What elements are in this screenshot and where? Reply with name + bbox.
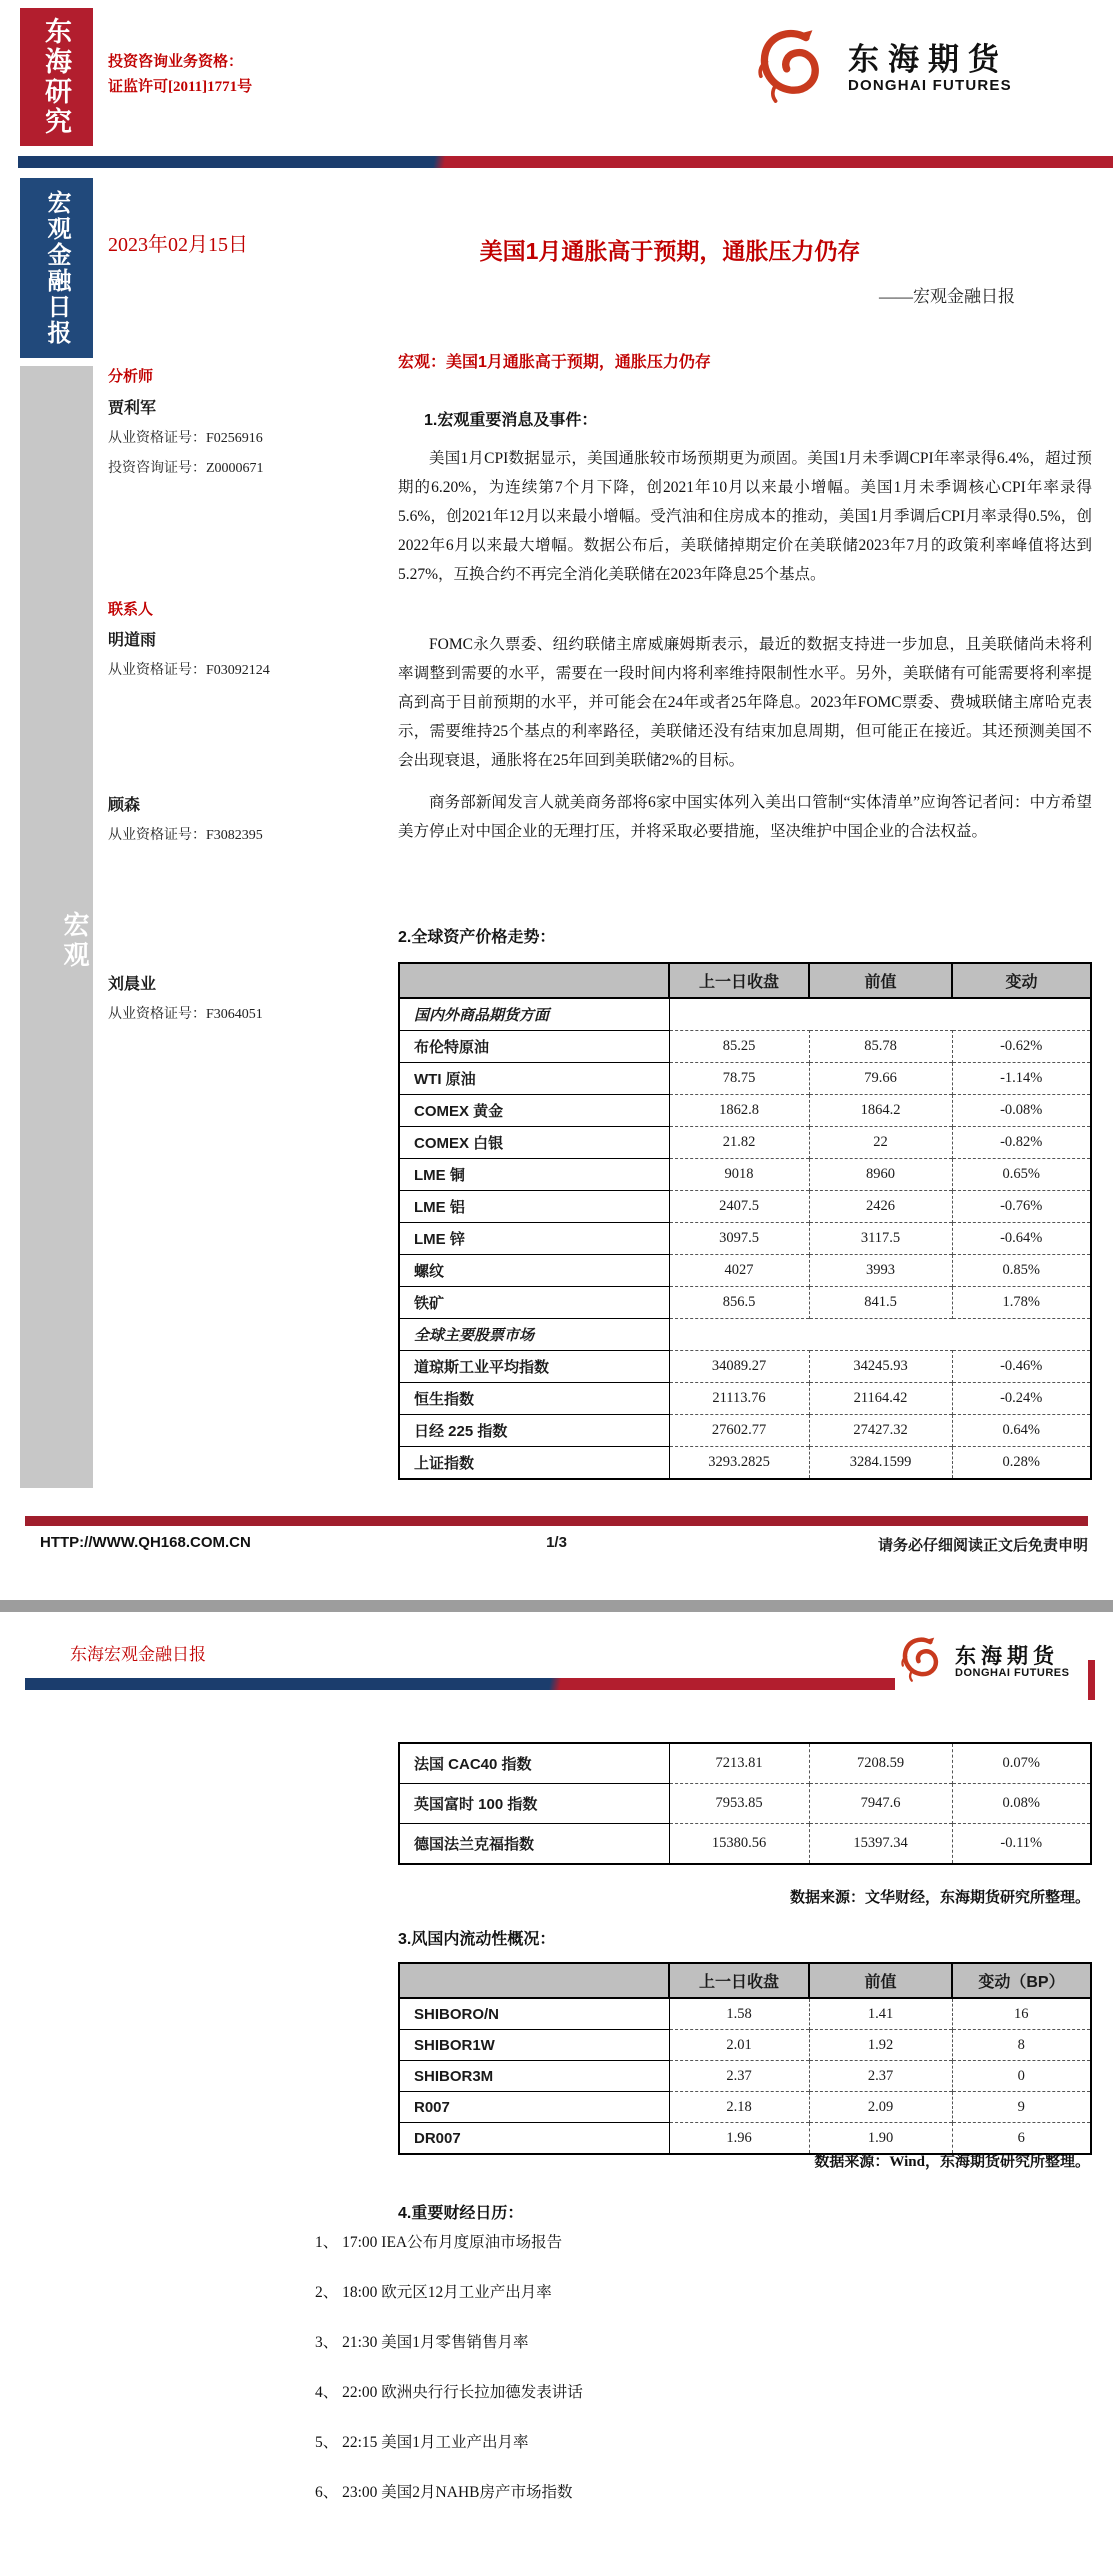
section-4-heading: 4.重要财经日历： bbox=[398, 2205, 524, 2222]
table-value-cell: 0.07% bbox=[1002, 1755, 1040, 1771]
calendar-item: 2、 18:00 欧元区12月工业产出月率 bbox=[315, 2284, 552, 2301]
category-sidebar-block bbox=[20, 366, 93, 1488]
table-label-cell: 恒生指数 bbox=[399, 1383, 669, 1415]
calendar-item: 1、 17:00 IEA公布月度原油市场报告 bbox=[315, 2234, 563, 2251]
analyst-name: 贾利军 bbox=[108, 400, 157, 417]
logo-cn-text: 东海期货 bbox=[955, 1643, 1059, 1668]
company-logo-small bbox=[895, 1626, 1087, 1698]
table-value-cell: 0 bbox=[952, 2061, 1091, 2092]
page2-header-title: 东海宏观金融日报 bbox=[70, 1645, 206, 1664]
table-value-cell: 1.92 bbox=[809, 2030, 952, 2061]
table-row bbox=[399, 2061, 1091, 2092]
contact-name-3: 刘晨业 bbox=[108, 976, 157, 993]
table-value-cell: 1.41 bbox=[809, 1998, 952, 2030]
table-value-cell: 2407.5 bbox=[669, 1191, 809, 1223]
table-label-cell: 道琼斯工业平均指数 bbox=[399, 1351, 669, 1383]
table-label-cell: 法国 CAC40 指数 bbox=[399, 1743, 669, 1784]
table-row bbox=[399, 1383, 1091, 1415]
header-cell-change-bp: 变动（BP） bbox=[952, 1963, 1091, 1998]
table-value-cell: 0.65% bbox=[952, 1159, 1091, 1191]
header-cell-prev-close: 上一日收盘 bbox=[669, 1963, 809, 1998]
footer-disclaimer: 请务必仔细阅读正文后免责申明 bbox=[877, 1537, 1088, 1554]
table-value-cell: 6 bbox=[952, 2123, 1091, 2155]
section-heading-macro: 宏观：美国1月通胀高于预期，通胀压力仍存 bbox=[398, 354, 711, 371]
table-value-cell: 8 bbox=[952, 2030, 1091, 2061]
table-label-cell: R007 bbox=[399, 2092, 669, 2123]
table-value-cell: 78.75 bbox=[669, 1063, 809, 1095]
qualification-line2: 证监许可[2011]1771号 bbox=[108, 79, 253, 95]
table-value-cell: -1.14% bbox=[952, 1063, 1091, 1095]
table-value-cell: -0.08% bbox=[952, 1095, 1091, 1127]
table-value-cell: 2.18 bbox=[669, 2092, 809, 2123]
table-row bbox=[399, 1255, 1091, 1287]
table-label-cell: 日经 225 指数 bbox=[399, 1415, 669, 1447]
table-row bbox=[399, 1063, 1091, 1095]
table-value-cell: 2.37 bbox=[669, 2061, 809, 2092]
section-1-heading: 1.宏观重要消息及事件： bbox=[424, 412, 598, 429]
table-label-cell: SHIBOR3M bbox=[399, 2061, 669, 2092]
report-title: 美国1月通胀高于预期，通胀压力仍存 bbox=[479, 238, 861, 264]
table-value-cell: 7208.59 bbox=[809, 1743, 952, 1784]
table-value-cell: 1.90 bbox=[809, 2123, 952, 2155]
table-value-cell: -0.11% bbox=[952, 1824, 1091, 1865]
table-row bbox=[399, 1415, 1091, 1447]
analyst-cert: 从业资格证号：F0256916 bbox=[108, 431, 263, 446]
table-row bbox=[399, 1287, 1091, 1319]
dragon-logo-icon bbox=[748, 21, 840, 118]
table-value-cell: 2.09 bbox=[809, 2092, 952, 2123]
table-value-cell: 4027 bbox=[669, 1255, 809, 1287]
table-row bbox=[399, 1319, 1091, 1351]
research-brand-block bbox=[20, 8, 93, 146]
table-value-cell: 22 bbox=[809, 1127, 952, 1159]
table-value-cell: -0.46% bbox=[952, 1351, 1091, 1383]
table-label-cell: SHIBOR1W bbox=[399, 2030, 669, 2061]
section-3-heading: 3.风国内流动性概况： bbox=[398, 1931, 556, 1948]
contact-name-1: 明道雨 bbox=[108, 632, 157, 649]
table-value-cell: 21113.76 bbox=[669, 1383, 809, 1415]
table-row bbox=[399, 1095, 1091, 1127]
table-label-cell: COMEX 白银 bbox=[399, 1127, 669, 1159]
table-section-cell bbox=[399, 1319, 669, 1351]
logo-en-text: DONGHAI FUTURES bbox=[848, 76, 1012, 94]
table-value-cell: 27427.32 bbox=[809, 1415, 952, 1447]
page-number: 1/3 bbox=[546, 1534, 567, 1551]
header-divider-bar bbox=[18, 156, 1113, 168]
table-value-cell: 21164.42 bbox=[809, 1383, 952, 1415]
table-row bbox=[399, 1127, 1091, 1159]
table-value-cell: 1862.8 bbox=[669, 1095, 809, 1127]
calendar-item: 3、 21:30 美国1月零售销售月率 bbox=[315, 2334, 529, 2351]
table-value-cell: 7953.85 bbox=[669, 1784, 809, 1824]
paragraph-fomc: FOMC永久票委、纽约联储主席威廉姆斯表示，最近的数据支持进一步加息，且美联储尚未将利率调整到需要的水平，需要在一段时间内将利率维持限制性水平。另外，美联储有可能需要将利率提高到高于目前预期的水平，并可能会在24年或者25年降息。2023年FOMC票委、费城联储主席哈克表示，需要维持25个基点的利率路径，美联储还没有结束加息周期，但可能正在接近。其还预测美国不会出现衰退，通胀将在25年回到美联储2%的目标。 bbox=[398, 636, 1092, 769]
table-value-cell: 15380.56 bbox=[669, 1824, 809, 1865]
header-cell-change: 变动 bbox=[952, 963, 1091, 998]
calendar-item: 5、 22:15 美国1月工业产出月率 bbox=[315, 2434, 529, 2451]
table-header-row bbox=[399, 1963, 1091, 1998]
table-label-cell: SHIBORO/N bbox=[399, 1998, 669, 2030]
table-row bbox=[399, 1159, 1091, 1191]
company-logo bbox=[748, 20, 1028, 118]
table-row bbox=[399, 2030, 1091, 2061]
table-value-cell: 2.37 bbox=[809, 2061, 952, 2092]
contact-cert-3: 从业资格证号：F3064051 bbox=[108, 1007, 263, 1022]
table-empty-cell bbox=[669, 998, 1091, 1031]
table-label-cell: 英国富时 100 指数 bbox=[399, 1784, 669, 1824]
asset-table-body bbox=[399, 998, 1091, 1479]
table-row bbox=[399, 1447, 1091, 1480]
table-value-cell: 9 bbox=[952, 2092, 1091, 2123]
table-value-cell: 15397.34 bbox=[809, 1824, 952, 1865]
table-section-label: 全球主要股票市场 bbox=[414, 1327, 535, 1344]
report-date: 2023年02月15日 bbox=[108, 234, 248, 256]
qualification-line1: 投资咨询业务资格： bbox=[108, 54, 244, 70]
header-cell-prior: 前值 bbox=[809, 963, 952, 998]
table-label-cell: 德国法兰克福指数 bbox=[399, 1824, 669, 1865]
table-value-cell: 1.78% bbox=[952, 1287, 1091, 1319]
asset-table-header bbox=[399, 963, 1091, 998]
table-row bbox=[399, 1223, 1091, 1255]
data-source-note-1: 数据来源：文华财经，东海期货研究所整理。 bbox=[789, 1890, 1090, 1906]
table-value-cell: 34089.27 bbox=[669, 1351, 809, 1383]
table-value-cell: 0.08% bbox=[952, 1784, 1091, 1824]
table-value-cell: 7213.81 bbox=[669, 1743, 809, 1784]
asset-table-continued-body bbox=[399, 1743, 1091, 1864]
table-label-cell: LME 铜 bbox=[399, 1159, 669, 1191]
table-label-cell: 螺纹 bbox=[399, 1255, 669, 1287]
table-value-cell: 7947.6 bbox=[809, 1784, 952, 1824]
table-value-cell: -0.82% bbox=[952, 1127, 1091, 1159]
report-subtitle: ——宏观金融日报 bbox=[879, 287, 1015, 306]
table-value-cell: 27602.77 bbox=[669, 1415, 809, 1447]
report-type-block bbox=[20, 178, 93, 358]
calendar-item: 4、 22:00 欧洲央行行长拉加德发表讲话 bbox=[315, 2384, 583, 2401]
header-cell-empty bbox=[399, 1963, 669, 1998]
data-source-note-2: 数据来源：Wind，东海期货研究所整理。 bbox=[814, 2154, 1090, 2170]
table-value-cell: 8960 bbox=[809, 1159, 952, 1191]
table-row bbox=[399, 1031, 1091, 1063]
table-value-cell: 9018 bbox=[669, 1159, 809, 1191]
table-row bbox=[399, 1998, 1091, 2030]
table-section-cell bbox=[399, 998, 669, 1031]
table-label-cell: 布伦特原油 bbox=[399, 1031, 669, 1063]
table-value-cell: 3117.5 bbox=[809, 1223, 952, 1255]
contact-name-2: 顾森 bbox=[108, 797, 141, 814]
table-header-row bbox=[399, 963, 1091, 998]
table-label-cell: 铁矿 bbox=[399, 1287, 669, 1319]
table-value-cell: 3993 bbox=[809, 1255, 952, 1287]
asset-price-table bbox=[398, 962, 1092, 1480]
logo-cn-text: 东海期货 bbox=[848, 42, 1008, 78]
table-value-cell: 0.85% bbox=[952, 1255, 1091, 1287]
analyst-advisory-cert: 投资咨询证号：Z0000671 bbox=[108, 461, 264, 476]
table-value-cell: 856.5 bbox=[669, 1287, 809, 1319]
table-value-cell: 2426 bbox=[809, 1191, 952, 1223]
table-label-cell: 上证指数 bbox=[399, 1447, 669, 1480]
table-label-cell: LME 铝 bbox=[399, 1191, 669, 1223]
header-cell-prior: 前值 bbox=[809, 1963, 952, 1998]
research-brand-label: 东海研究 bbox=[41, 17, 71, 137]
table-row bbox=[399, 1191, 1091, 1223]
liquidity-table bbox=[398, 1962, 1092, 2155]
contact-role-heading: 联系人 bbox=[108, 601, 154, 618]
footer-divider-bar bbox=[25, 1516, 1088, 1526]
table-value-cell: 2.01 bbox=[669, 2030, 809, 2061]
table-row bbox=[399, 998, 1091, 1031]
contact-cert-2: 从业资格证号：F3082395 bbox=[108, 828, 263, 843]
logo-red-tick bbox=[1088, 1660, 1095, 1700]
table-label-cell: DR007 bbox=[399, 2123, 669, 2155]
table-value-cell: 1864.2 bbox=[809, 1095, 952, 1127]
category-label: 宏观 bbox=[60, 911, 89, 971]
table-value-cell: 3293.2825 bbox=[669, 1447, 809, 1480]
table-value-cell: -0.64% bbox=[952, 1223, 1091, 1255]
table-row bbox=[399, 1743, 1091, 1784]
table-value-cell: 1.96 bbox=[669, 2123, 809, 2155]
asset-price-table-continued bbox=[398, 1742, 1092, 1865]
qualification-text bbox=[108, 50, 252, 100]
footer-website-link[interactable]: HTTP://WWW.QH168.COM.CN bbox=[40, 1534, 251, 1551]
table-value-cell: -0.62% bbox=[952, 1031, 1091, 1063]
dragon-logo-icon bbox=[895, 1632, 951, 1693]
table-row bbox=[399, 1784, 1091, 1824]
paragraph-cpi: 美国1月CPI数据显示，美国通胀较市场预期更为顽固。美国1月未季调CPI年率录得6.4%，超过预期的6.20%，为连续第7个月下降，创2021年10月以来最小增幅。美国1月未季调核心CPI年率录得5.6%，创2021年12月以来最小增幅。受汽油和住房成本的推动，美国1月季调后CPI月率录得0.5%，创2022年6月以来最大增幅。数据公布后，美联储掉期定价在美联储2023年7月的政策利率峰值将达到5.27%，互换合约不再完全消化美联储在2023年降息25个基点。 bbox=[398, 450, 1092, 583]
table-value-cell: 3284.1599 bbox=[809, 1447, 952, 1480]
economic-calendar-list bbox=[315, 2230, 1055, 2530]
table-value-cell: 841.5 bbox=[809, 1287, 952, 1319]
table-value-cell: 85.78 bbox=[809, 1031, 952, 1063]
report-type-label: 宏观金融日报 bbox=[43, 190, 69, 346]
table-value-cell: 0.28% bbox=[952, 1447, 1091, 1480]
table-value-cell: -0.76% bbox=[952, 1191, 1091, 1223]
table-value-cell: 16 bbox=[1014, 2005, 1029, 2022]
header-cell-empty bbox=[399, 963, 669, 998]
table-label-cell: COMEX 黄金 bbox=[399, 1095, 669, 1127]
page-separator bbox=[0, 1600, 1113, 1612]
table-label-cell: LME 锌 bbox=[399, 1223, 669, 1255]
table-row bbox=[399, 1824, 1091, 1865]
table-value-cell: 85.25 bbox=[669, 1031, 809, 1063]
table-value-cell: 79.66 bbox=[809, 1063, 952, 1095]
paragraph-mofcom: 商务部新闻发言人就美商务部将6家中国实体列入美出口管制“实体清单”应询答记者问：中方希望美方停止对中国企业的无理打压，并将采取必要措施，坚决维护中国企业的合法权益。 bbox=[398, 794, 1092, 840]
contact-cert-1: 从业资格证号：F03092124 bbox=[108, 663, 270, 678]
liquidity-table-header bbox=[399, 1963, 1091, 1998]
analyst-role-heading: 分析师 bbox=[108, 368, 154, 385]
calendar-item: 6、 23:00 美国2月NAHB房产市场指数 bbox=[315, 2484, 573, 2501]
table-value-cell: 0.64% bbox=[952, 1415, 1091, 1447]
header-cell-prev-close: 上一日收盘 bbox=[669, 963, 809, 998]
table-section-label: 国内外商品期货方面 bbox=[414, 1007, 550, 1024]
table-value-cell: 34245.93 bbox=[809, 1351, 952, 1383]
table-value-cell: 1.58 bbox=[669, 1998, 809, 2030]
table-row bbox=[399, 1351, 1091, 1383]
table-label-cell: WTI 原油 bbox=[399, 1063, 669, 1095]
logo-en-text: DONGHAI FUTURES bbox=[955, 1667, 1070, 1680]
section-2-heading: 2.全球资产价格走势： bbox=[398, 929, 556, 946]
table-value-cell: -0.24% bbox=[952, 1383, 1091, 1415]
table-row bbox=[399, 2092, 1091, 2123]
liquidity-table-body bbox=[399, 1998, 1091, 2154]
table-value-cell: 3097.5 bbox=[669, 1223, 809, 1255]
table-empty-cell bbox=[669, 1319, 1091, 1351]
table-value-cell: 21.82 bbox=[669, 1127, 809, 1159]
